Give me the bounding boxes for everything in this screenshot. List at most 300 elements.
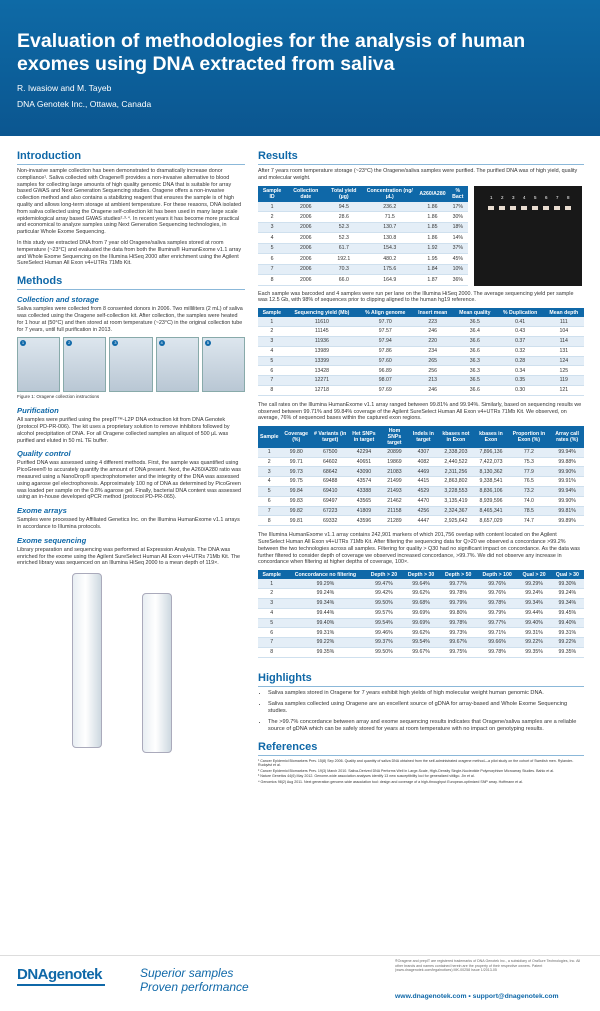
table-cell: 21289 [380,516,410,526]
table-cell: 2 [258,327,286,337]
intro-p1: Non-invasive sample collection has been demonstrated to dramatically increase donor compliance¹. Saliva collected with Oragene® provides a non-invasive alternative to blood samples for collecting large amounts of high quality genomic DNA that is suitable for array based GWAS and Next Generation Sequencing studies. Oragene offers a non-invasive collection method and also contains a stabilizing reagent that ensures the sample is of high quality and allows long-term storage at ambient temperature. For these reasons, DNA isolated from saliva collected using the Oragene self-collection kit has been used in many large scale epidemiological array based GWAS studies²·³·⁴. In recent years it has become more practical and economical to analyze samples using Next Generation Sequencing technologies, in particular Whole Exome Sequencing. [17,168,242,236]
table-cell: 99.54% [403,638,440,648]
table-cell: 99.42% [365,589,402,599]
table-cell: 99.81 [280,516,312,526]
figure-panel: 4 [156,337,199,392]
table-cell: 97.60 [358,356,412,366]
table-cell: 99.46% [365,628,402,638]
table-cell: 52.3 [325,233,362,243]
table-cell: 99.34% [517,598,550,608]
table-row [258,356,584,366]
table-header-cell: Collection date [286,186,325,202]
table-cell: 0.43 [497,327,544,337]
table-cell: 480.2 [362,254,417,264]
table-row [258,346,584,356]
table-cell: 8,465,341 [474,506,507,516]
table-cell: 99.73 [280,467,312,477]
table-cell: 2006 [286,212,325,222]
gel-lane-label: 6 [545,194,548,200]
figure-panel: 3 [109,337,152,392]
table-cell: 125 [544,366,584,376]
intro-heading: Introduction [17,150,245,165]
table-row [258,608,584,618]
references-heading: References [258,741,584,756]
table-cell: 73.2 [508,486,551,496]
table-cell: 97.57 [358,327,412,337]
table-cell: 3 [258,222,286,232]
table-cell: 8 [258,275,286,286]
table-row [258,327,584,337]
table-header-cell: A260/A280 [417,186,447,202]
table-header-cell: Depth > 100 [477,570,518,579]
table-cell: 99.35% [285,647,365,657]
table-cell: 41809 [348,506,379,516]
table-cell: 71.5 [362,212,417,222]
table-cell: 99.57% [365,608,402,618]
table-cell: 99.67% [403,647,440,657]
table-cell: 99.37% [365,638,402,648]
table-cell: 99.90% [550,467,584,477]
table-cell: 99.77% [440,579,477,588]
table-cell: 4447 [409,516,437,526]
yield-table [258,186,468,286]
affiliation: DNA Genotek Inc., Ottawa, Canada [17,99,152,109]
table-row [258,477,584,487]
table-cell: 99.44% [517,608,550,618]
table-cell: 12718 [286,385,359,395]
figure-panel: 5 [202,337,245,392]
table-cell: 3,228,553 [437,486,474,496]
table-cell: 99.82 [280,506,312,516]
qc-p: Purified DNA was assessed using 4 different methods. First, the sample was quantified using PicoGreen® to accurately quantify the amount of DNA present. Next, the A260/A280 ratio was measured using a NanoDrop® spectrophotometer and the integrity of the DNA was assessed using agarose gel electrophoresis. Approximately 100 ng of DNA as determined by PicoGreen was loaded per sample on the 0.8% agarose gel. Finally, bacterial DNA content was assessed using an in-house developed qPCR method (protocol PD-PR-065). [17,460,242,501]
website-contact: www.dnagenotek.com • support@dnagenotek.com [395,993,559,1000]
exome-arrays-p: Samples were processed by Affiliated Genetics Inc. on the Illumina HumanExome v1.1 arrays in accordance to Illumina protocols. [17,517,240,530]
table-cell: 2,440,522 [437,457,474,467]
table-cell: 111 [544,317,584,326]
table-cell: 99.89% [550,516,584,526]
table-cell: 99.31% [517,628,550,638]
table-header-cell: % Bact [448,186,468,202]
table-cell: 2 [258,589,285,599]
table-cell: 99.79% [440,598,477,608]
table-row [258,275,468,286]
results-p3: The call rates on the Illumina HumanExome v1.1 array ranged between 99.81% and 99.94%. Similarly, based on sequencing results we observed between 99.71% and 99.84% coverage of the Agilent SureSelect Human All Exon v4+UTRs 71Mb Kit. We observed, on average, 76% of sequenced bases within the captured exon regions. [258,401,582,422]
table-cell: 3 [258,467,280,477]
table-cell: 99.29% [517,579,550,588]
table-header-cell: Array call rates (%) [550,426,584,448]
table-cell: 98.07 [358,376,412,386]
table-cell: 4469 [409,467,437,477]
table-cell: 99.50% [365,647,402,657]
table-cell: 7 [258,638,285,648]
table-cell: 99.40% [517,618,550,628]
table-cell: 99.78% [440,618,477,628]
table-header-cell: Sample [258,570,285,579]
table-cell: 7 [258,264,286,274]
table-row [258,317,584,326]
table-cell: 13399 [286,356,359,366]
table-cell: 74.0 [508,496,551,506]
table-cell: 6 [258,496,280,506]
reference-item: ² Cancer Epidemiol Biomarkers Prev. 19(3) March 2010. Saliva-Derived DNA Performs Well in Large-Scale, High-Density Single-Nucleotide Polymorphism Microarray Studies. Bahlo et al. [258,768,555,773]
left-column [17,150,245,753]
table-cell: 99.29% [285,579,365,588]
table-cell: 4415 [409,477,437,487]
table-cell: 1.86 [417,202,447,212]
intro-p2: In this study we extracted DNA from 7 year old Oragene/saliva samples stored at room temperature (~23°C) and evaluated the data from both the Illumina® HumanExome v1.1 array and Whole Exome Sequencing on the Illumina HiSeq 2000 after enrichment using the Agilent SureSelect Human All Exon v4+UTRs 71Mb Kit. [17,239,242,267]
table-row [258,598,584,608]
table-header-cell: Qual > 20 [517,570,550,579]
table-header-cell: Hom SNPs target [380,426,410,448]
collection-figure [17,337,245,392]
table-cell: 246 [412,327,453,337]
table-row [258,628,584,638]
dna-genotek-logo: DNAgenotek [17,966,103,983]
table-cell: 99.67% [440,638,477,648]
table-cell: 1.95 [417,254,447,264]
table-cell: 5 [258,618,285,628]
table-header-cell: Concentration (ng/µL) [362,186,417,202]
sequencing-table [258,308,584,396]
table-cell: 11145 [286,327,359,337]
table-cell: 154.3 [362,243,417,253]
gel-band [499,206,505,210]
table-cell: 43596 [348,516,379,526]
table-cell: 130.7 [362,222,417,232]
table-cell: 77.9 [508,467,551,477]
table-cell: 97.94 [358,336,412,346]
table-cell: 21462 [380,496,410,506]
table-cell: 8 [258,647,285,657]
authors: R. Iwasiow and M. Tayeb [17,83,112,93]
table-cell: 99.35% [551,647,584,657]
table-cell: 64602 [312,457,348,467]
table-cell: 256 [412,366,453,376]
table-cell: 4256 [409,506,437,516]
table-cell: 69410 [312,486,348,496]
table-cell: 220 [412,336,453,346]
concordance-table [258,570,584,658]
poster-header [0,0,600,136]
table-cell: 37% [448,243,468,253]
agarose-gel-image [474,186,582,286]
gel-lane-label: 5 [534,194,537,200]
table-cell: 246 [412,385,453,395]
table-cell: 213 [412,376,453,386]
table-cell: 36% [448,275,468,286]
oragene-tubes-photo [17,573,245,753]
table-cell: 0.30 [497,385,544,395]
table-cell: 7 [258,376,286,386]
table-cell: 99.64% [403,579,440,588]
table-cell: 36.3 [453,356,497,366]
table-cell: 69332 [312,516,348,526]
highlights-heading: Highlights [258,672,584,687]
table-row [258,589,584,599]
results-heading: Results [258,150,584,165]
table-header-cell: Sequencing yield (Mb) [286,308,359,317]
table-cell: 9,338,541 [474,477,507,487]
table-cell: 68642 [312,467,348,477]
table-header-cell: Indels in target [409,426,437,448]
table-cell: 8,939,596 [474,496,507,506]
table-cell: 99.84 [280,486,312,496]
table-cell: 1.84 [417,264,447,274]
table-cell: 1.86 [417,233,447,243]
table-cell: 3 [258,336,286,346]
table-cell: 2,311,256 [437,467,474,477]
table-cell: 99.31% [285,628,365,638]
gel-lane-label: 2 [501,194,504,200]
table-cell: 99.91% [550,477,584,487]
table-cell: 2006 [286,233,325,243]
table-cell: 1.92 [417,243,447,253]
figure-caption: Figure 1: Oragene collection instructions [17,394,100,400]
table-cell: 21499 [380,477,410,487]
table-cell: 11610 [286,317,359,326]
table-cell: 2006 [286,202,325,212]
table-cell: 99.76% [477,589,518,599]
table-cell: 12271 [286,376,359,386]
table-cell: 76.5 [508,477,551,487]
table-header-cell: kbases not in Exon [437,426,474,448]
table-cell: 36.4 [453,327,497,337]
table-cell: 114 [544,336,584,346]
table-cell: 13989 [286,346,359,356]
table-cell: 61.7 [325,243,362,253]
table-cell: 99.80 [280,448,312,457]
gel-band [543,206,549,210]
table-cell: 99.94% [550,486,584,496]
table-cell: 99.90% [550,496,584,506]
table-cell: 2006 [286,254,325,264]
table-header-cell: Sample ID [258,186,286,202]
table-cell: 43565 [348,496,379,506]
table-cell: 99.54% [365,618,402,628]
table-cell: 7,896,136 [474,448,507,457]
gel-lane-label: 1 [490,194,493,200]
table-header-cell: Het SNPs in target [348,426,379,448]
table-cell: 94.5 [325,202,362,212]
table-cell: 2006 [286,275,325,286]
table-cell: 8,130,362 [474,467,507,477]
table-header-cell: % Duplication [497,308,544,317]
logo-underline [17,984,105,986]
table-cell: 69488 [312,477,348,487]
table-cell: 5 [258,356,286,366]
table-cell: 67500 [312,448,348,457]
gel-band [532,206,538,210]
table-cell: 99.24% [551,589,584,599]
table-cell: 99.78% [440,589,477,599]
table-cell: 36.5 [453,317,497,326]
table-cell: 2006 [286,264,325,274]
tagline-1: Superior samples [140,966,234,980]
table-cell: 99.22% [517,638,550,648]
table-header-cell: Depth > 50 [440,570,477,579]
gel-lane-label: 8 [567,194,570,200]
table-cell: 1 [258,202,286,212]
table-cell: 236.2 [362,202,417,212]
table-cell: 14% [448,233,468,243]
table-header-cell: Insert mean [412,308,453,317]
table-cell: 8 [258,516,280,526]
table-cell: 36.3 [453,366,497,376]
table-cell: 20899 [380,448,410,457]
table-header-cell: Proportion in Exon (%) [508,426,551,448]
highlight-item: • The >99.7% concordance between array and exome sequencing results indicates that Oragene/saliva samples are a reliable source of gDNA which can be safely stored for years at room temperature with no impact on genotyping results. [268,719,584,733]
table-cell: 6 [258,366,286,376]
table-cell: 1 [258,579,285,588]
table-cell: 36.5 [453,376,497,386]
table-cell: 99.68% [403,598,440,608]
table-row [258,264,468,274]
table-cell: 99.62% [403,628,440,638]
table-cell: 6 [258,628,285,638]
references-list [258,759,584,785]
exome-arrays-heading: Exome arrays [17,506,67,516]
table-cell: 75.3 [508,457,551,467]
table-cell: 99.40% [285,618,365,628]
table-cell: 99.71 [280,457,312,467]
highlight-item: • Saliva samples collected using Oragene are an excellent source of gDNA for array-based and Whole Exome Sequencing studies. [268,701,584,715]
table-cell: 13428 [286,366,359,376]
table-cell: 0.32 [497,346,544,356]
reference-item: ¹ Cancer Epidemiol Biomarkers Prev. 15(8) Sep 2006. Quality and quantity of saliva DNA obtained from the self-administrated oragene method—a pilot study on the cohort of Swedish men. Rylander-Rudqvist et al. [258,758,574,768]
table-cell: 99.76% [477,579,518,588]
table-header-cell: Qual > 30 [551,570,584,579]
purification-heading: Purification [17,406,59,416]
table-header-cell: % Align genome [358,308,412,317]
table-row [258,376,584,386]
table-cell: 2,324,367 [437,506,474,516]
table-cell: 7 [258,506,280,516]
reference-item: ³ Nature Genetics 44(6) May 2012. Genome-wide association analyses identify 13 new susceptibility loci for generalized vitiligo. Jin et al. [258,774,475,779]
collection-heading: Collection and storage [17,295,99,305]
table-cell: 1 [258,317,286,326]
table-cell: 99.77% [477,618,518,628]
table-cell: 99.66% [477,638,518,648]
table-cell: 2,863,802 [437,477,474,487]
table-cell: 2,338,203 [437,448,474,457]
table-cell: 175.6 [362,264,417,274]
table-cell: 99.75% [440,647,477,657]
gel-lane-label: 7 [556,194,559,200]
table-cell: 69497 [312,496,348,506]
table-header-cell: Mean depth [544,308,584,317]
table-cell: 99.81% [550,506,584,516]
gel-band [521,206,527,210]
table-cell: 99.88% [550,457,584,467]
table-cell: 164.9 [362,275,417,286]
table-cell: 21158 [380,506,410,516]
table-cell: 2006 [286,243,325,253]
table-cell: 99.34% [551,598,584,608]
right-column [258,150,584,788]
table-cell: 124 [544,356,584,366]
table-cell: 0.37 [497,336,544,346]
table-cell: 99.69% [403,608,440,618]
table-cell: 99.35% [517,647,550,657]
table-cell: 99.62% [403,589,440,599]
table-row [258,486,584,496]
results-p1: After 7 years room temperature storage (~23°C) the Oragene/saliva samples were purified. The purified DNA was of high yield, quality and molecular weight. [258,168,578,181]
table-cell: 5 [258,243,286,253]
results-p2: Each sample was barcoded and 4 samples were run per lane on the Illumina HiSeq 2000. The average sequencing yield per sample was 12.5 Gb, with 98% of sequences prior to clipping aligned to the human hg19 reference. [258,290,574,304]
footer [0,955,600,1011]
table-cell: 78.5 [508,506,551,516]
table-cell: 1.86 [417,212,447,222]
table-row [258,579,584,588]
table-cell: 3,135,419 [437,496,474,506]
table-cell: 66.0 [325,275,362,286]
table-cell: 99.73% [440,628,477,638]
table-row [258,202,468,212]
table-cell: 11936 [286,336,359,346]
table-cell: 99.50% [365,598,402,608]
table-cell: 8 [258,385,286,395]
table-cell: 28.6 [325,212,362,222]
table-cell: 42294 [348,448,379,457]
table-cell: 4 [258,477,280,487]
table-cell: 10% [448,264,468,274]
figure-panel: 1 [17,337,60,392]
table-cell: 265 [412,356,453,366]
table-row [258,618,584,628]
table-cell: 30% [448,212,468,222]
collection-tube [142,593,172,753]
table-cell: 18% [448,222,468,232]
table-cell: 99.69% [403,618,440,628]
table-header-row [258,426,584,448]
table-cell: 99.71% [477,628,518,638]
table-cell: 119 [544,376,584,386]
table-cell: 21083 [380,467,410,477]
table-cell: 67223 [312,506,348,516]
table-cell: 36.6 [453,346,497,356]
table-cell: 130.8 [362,233,417,243]
table-cell: 97.70 [358,317,412,326]
table-header-cell: Concordance no filtering [285,570,365,579]
table-row [258,212,468,222]
table-cell: 121 [544,385,584,395]
table-row [258,638,584,648]
exome-seq-p: Library preparation and sequencing was performed at Expression Analysis. The DNA was enriched for the exome using the Agilent SureSelect Human All Exon v4+UTRs 71Mb Kit. The enriched library was sequenced on an Illumina HiSeq 2000 to a mean depth of 119×. [17,546,240,567]
table-cell: 0.34 [497,366,544,376]
table-cell: 70.3 [325,264,362,274]
table-cell: 234 [412,346,453,356]
table-cell: 4 [258,346,286,356]
highlight-item: • Saliva samples stored in Oragene for 7 years exhibit high yields of high molecular weight human genomic DNA. [268,690,584,697]
table-header-cell: Depth > 30 [403,570,440,579]
table-header-cell: Sample [258,308,286,317]
trademark-notice: ®Oragene and prepIT are registered trademarks of DNA Genotek Inc., a subsidiary of OraSure Technologies, Inc. All other brands and names contained herein are the property of their respective owners. Patent (www.dnagenotek.com/legalnotices) MK-00258 Issue 1/2013-05 [395,959,581,973]
table-cell: 8,836,106 [474,486,507,496]
table-cell: 36.6 [453,336,497,346]
table-row [258,457,584,467]
table-cell: 45% [448,254,468,264]
gel-lane-label: 3 [512,194,515,200]
table-cell: 43090 [348,467,379,477]
table-cell: 1.85 [417,222,447,232]
table-cell: 36.6 [453,385,497,395]
table-cell: 2006 [286,222,325,232]
table-cell: 96.89 [358,366,412,376]
table-cell: 104 [544,327,584,337]
table-cell: 5 [258,486,280,496]
table-cell: 99.31% [551,628,584,638]
table-row [258,222,468,232]
